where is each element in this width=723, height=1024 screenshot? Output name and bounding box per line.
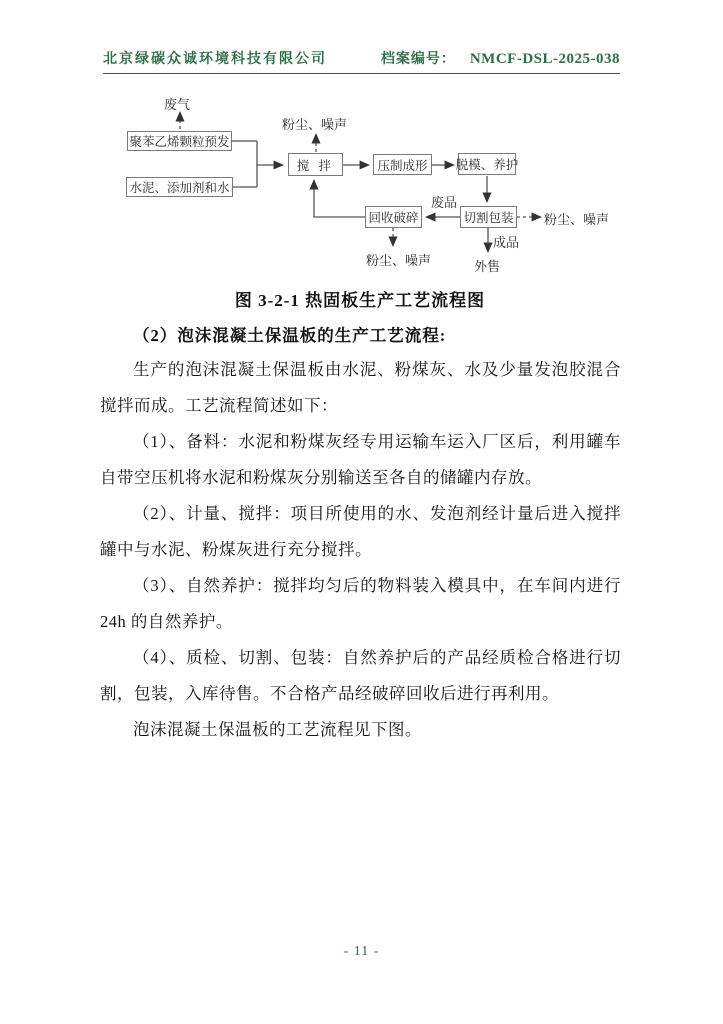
flow-node-demold-curing: 脱模、养护 [458,153,516,175]
flow-label-dust-noise-top: 粉尘、噪声 [282,117,348,132]
flow-label-finished-product: 成品 [493,235,520,250]
paragraph-outro: 泡沫混凝土保温板的工艺流程见下图。 [133,720,422,739]
paragraph-intro: 生产的泡沫混凝土保温板由水泥、粉煤灰、水及少量发泡胶混合搅拌而成。工艺流程简述如下： [100,360,621,415]
flow-label-scrap: 废品 [431,195,458,210]
connector-merge [232,141,257,187]
flow-label-dust-noise-bottom: 粉尘、噪声 [366,253,432,268]
flow-label-dust-noise-right: 粉尘、噪声 [544,212,610,227]
paragraph-step3: （3）、自然养护：搅拌均匀后的物料装入模具中，在车间内进行 24h 的自然养护。 [100,576,621,631]
paragraph-step2: （2）、计量、搅拌：项目所使用的水、发泡剂经计量后进入搅拌罐中与水泥、粉煤灰进行充分搅拌。 [100,504,621,559]
arrow-recycle-feedback [314,181,365,217]
flow-node-recycle-crushing: 回收破碎 [365,206,422,228]
archive-number-value: NMCF-DSL-2025-038 [469,51,620,67]
paragraph-step1: （1）、备料：水泥和粉煤灰经专用运输车运入厂区后，利用罐车自带空压机将水泥和粉煤灰分别输送至各自的储罐内存放。 [100,432,621,487]
page-footer [0,944,723,960]
figure-caption: 图 3-2-1 热固板生产工艺流程图 [234,291,486,310]
page-number: - 11 - [343,944,380,959]
archive-number-group [381,48,620,68]
page-header [103,48,620,74]
body-text [100,352,621,748]
flow-node-press-forming: 压制成形 [373,154,432,175]
flow-label-external-sale: 外售 [474,259,501,274]
paragraph-step4: （4）、质检、切割、包装：自然养护后的产品经质检合格进行切割，包装，入库待售。不合格产品经破碎回收后进行再利用。 [100,648,621,703]
company-name: 北京绿碳众诚环境科技有限公司 [103,52,327,67]
flow-node-cutting-packing: 切割包装 [460,206,517,228]
section-heading: （2）泡沫混凝土保温板的生产工艺流程: [133,326,447,345]
flow-node-mixing: 搅 拌 [288,153,343,176]
process-flowchart [100,88,620,280]
flow-label-waste-gas: 废气 [164,97,191,112]
flow-node-raw-materials: 水泥、添加剂和水 [126,177,233,197]
archive-number-label: 档案编号： [380,52,456,67]
flow-node-pre-expansion: 聚苯乙烯颗粒预发 [127,131,232,151]
